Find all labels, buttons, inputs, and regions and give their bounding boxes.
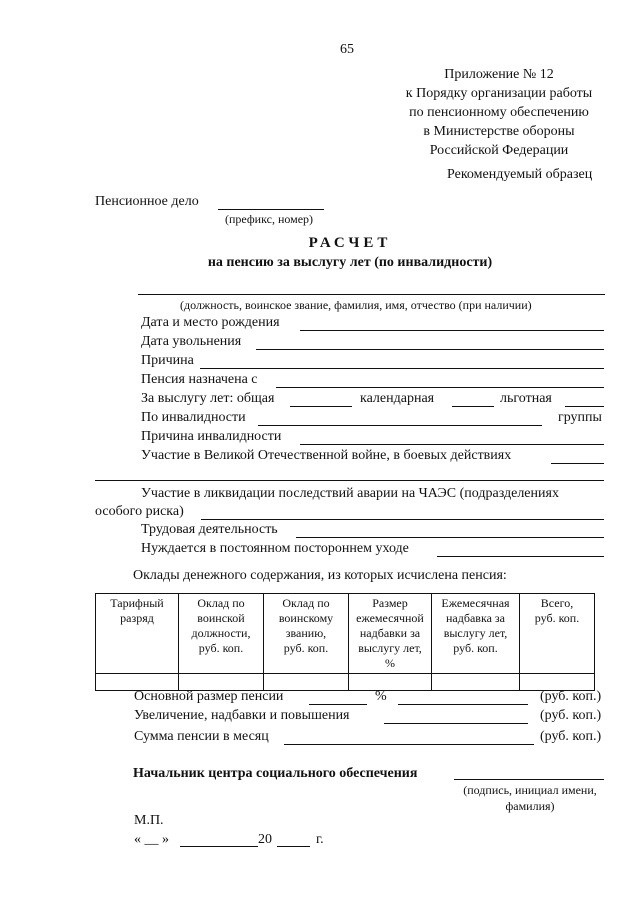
appendix-line: Российской Федерации (429, 143, 569, 158)
table-cell[interactable] (179, 674, 264, 691)
appendix-header (388, 65, 610, 160)
increase-label: Увеличение, надбавки и повышения (134, 708, 350, 723)
date-year-field[interactable] (277, 846, 310, 847)
table-cell[interactable] (349, 674, 432, 691)
labor-label: Трудовая деятельность (141, 522, 278, 537)
chaes-label: Участие в ликвидации последствий аварии на ЧАЭС (подразделениях (141, 486, 559, 501)
service-calendar-label: календарная (360, 391, 435, 406)
labor-field[interactable] (296, 537, 604, 538)
appendix-line: в Министерстве обороны (423, 124, 575, 139)
table-row (96, 674, 595, 691)
ww2-label: Участие в Великой Отечественной войне, в боевых действиях (141, 448, 512, 463)
header-rank-salary: Оклад по воинскому званию, руб. коп. (264, 594, 349, 674)
chaes-field[interactable] (201, 519, 604, 520)
page-number: 65 (340, 42, 354, 57)
signature-field[interactable] (454, 779, 604, 780)
dismissal-field[interactable] (256, 349, 604, 350)
birth-field[interactable] (300, 330, 604, 331)
table-cell[interactable] (96, 674, 179, 691)
birth-label: Дата и место рождения (141, 315, 280, 330)
document-subtitle: на пенсию за выслугу лет (по инвалидности) (207, 255, 493, 270)
salary-table (95, 593, 595, 691)
date-year-prefix: 20 (258, 832, 272, 847)
base-pension-amount-field[interactable] (398, 704, 528, 705)
table-cell[interactable] (432, 674, 520, 691)
header-bonus-amount: Ежемесячная надбавка за выслугу лет, руб. коп. (432, 594, 520, 674)
stamp-label: М.П. (134, 813, 164, 828)
position-hint: (должность, воинское звание, фамилия, имя, отчество (при наличии) (180, 298, 532, 312)
disability-reason-label: Причина инвалидности (141, 429, 282, 444)
appendix-line: Приложение № 12 (444, 67, 554, 82)
service-calendar-field[interactable] (452, 406, 494, 407)
date-quote-open: « (134, 832, 141, 847)
table-cell[interactable] (520, 674, 595, 691)
assigned-field[interactable] (276, 387, 604, 388)
reason-label: Причина (141, 353, 194, 368)
disability-field[interactable] (258, 425, 542, 426)
service-general-field[interactable] (290, 406, 352, 407)
unit-label: (руб. коп.) (540, 729, 602, 744)
base-pension-percent-field[interactable] (309, 704, 367, 705)
appendix-line: по пенсионному обеспечению (409, 105, 589, 120)
position-field[interactable] (138, 294, 605, 295)
reason-field[interactable] (200, 368, 604, 369)
header-total: Всего, руб. коп. (520, 594, 595, 674)
date-quote-close: » (162, 832, 169, 847)
header-bonus-percent: Размер ежемесячной надбавки за выслугу лет, % (349, 594, 432, 674)
header-position-salary: Оклад по воинской должности, руб. коп. (179, 594, 264, 674)
signature-hint: (подпись, инициал имени, фамилия) (463, 783, 597, 813)
sum-field[interactable] (284, 744, 534, 745)
ww2-field-continued[interactable] (95, 480, 604, 481)
date-year-suffix: г. (316, 832, 324, 847)
unit-label: (руб. коп.) (540, 689, 602, 704)
care-field[interactable] (437, 556, 604, 557)
unit-label: (руб. коп.) (540, 708, 602, 723)
disability-group-label: группы (558, 410, 602, 425)
assigned-label: Пенсия назначена с (141, 372, 258, 387)
salary-intro: Оклады денежного содержания, из которых исчислена пенсия: (133, 568, 507, 583)
head-title: Начальник центра социального обеспечения (133, 766, 418, 781)
date-month-field[interactable] (180, 846, 258, 847)
date-line (134, 832, 169, 848)
header-tariff: Тарифный разряд (96, 594, 179, 674)
dismissal-label: Дата увольнения (141, 334, 242, 349)
sum-label: Сумма пенсии в месяц (134, 729, 269, 744)
chaes-label-continued: особого риска) (95, 504, 184, 519)
care-label: Нуждается в постоянном постороннем уходе (141, 541, 409, 556)
date-day-field[interactable]: __ (144, 832, 159, 847)
pension-case-field[interactable] (218, 209, 324, 210)
recommended-sample: Рекомендуемый образец (447, 167, 593, 182)
pension-case-hint: (префикс, номер) (225, 212, 314, 226)
service-preferential-label: льготная (500, 391, 552, 406)
increase-field[interactable] (384, 723, 528, 724)
service-general-label: За выслугу лет: общая (141, 391, 275, 406)
service-preferential-field[interactable] (565, 406, 604, 407)
appendix-line: к Порядку организации работы (405, 86, 593, 101)
disability-reason-field[interactable] (300, 444, 604, 445)
document-title: РАСЧЕТ (308, 235, 392, 251)
table-cell[interactable] (264, 674, 349, 691)
pension-case-label: Пенсионное дело (95, 194, 199, 209)
disability-label: По инвалидности (141, 410, 246, 425)
ww2-field[interactable] (551, 463, 604, 464)
base-pension-label: Основной размер пенсии (134, 689, 284, 704)
percent-sign: % (375, 689, 387, 704)
